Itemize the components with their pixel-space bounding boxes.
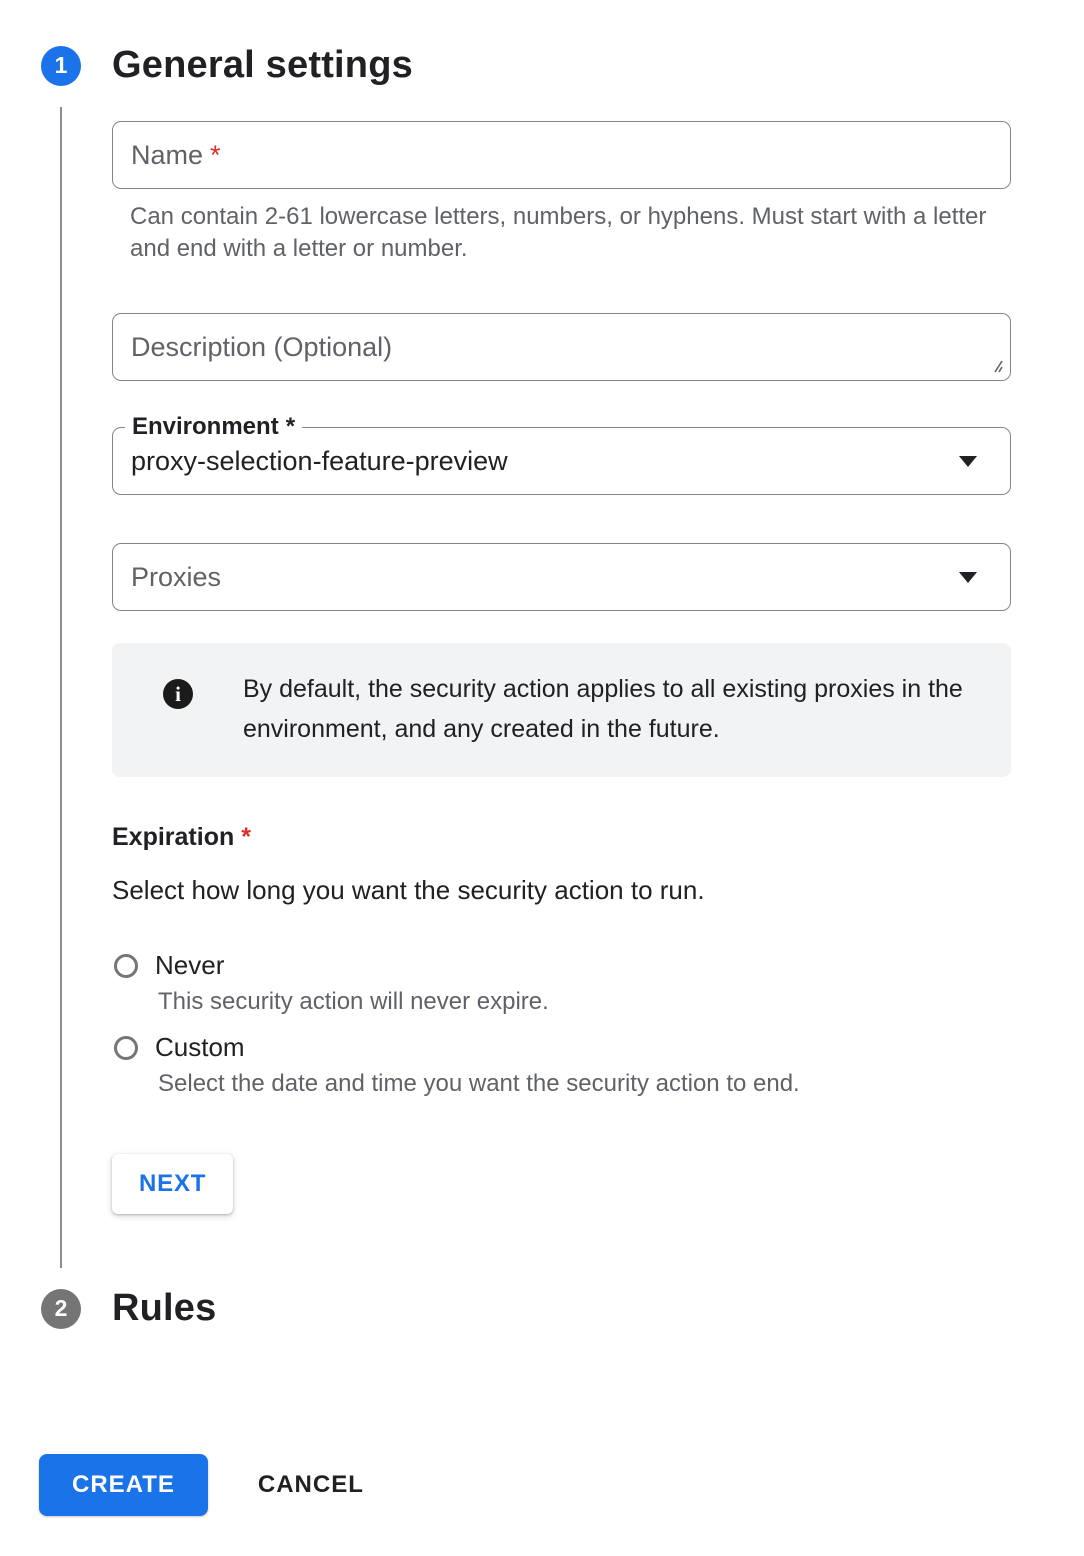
expiration-option-custom [112,1032,1011,1098]
environment-label-text: Environment [132,413,279,440]
description-placeholder: Description (Optional) [131,331,393,362]
proxies-info-banner [112,643,1011,777]
radio-custom-label: Custom [155,1032,245,1062]
radio-never-label: Never [155,950,225,980]
resize-handle-icon[interactable] [989,359,1003,373]
info-banner-text: By default, the security action applies to all existing proxies in the environment, and any created in the future. [243,675,963,743]
step-1-header [41,44,1061,87]
step-2-header [41,1287,1061,1330]
expiration-required-asterisk: * [241,823,251,851]
create-button[interactable]: CREATE [39,1454,208,1516]
form-actions [39,1454,1061,1516]
step-2-number: 2 [54,1295,68,1321]
name-placeholder: Name [131,139,204,170]
info-icon [163,679,193,709]
expiration-option-never [112,950,1011,1016]
step-1-title: General settings [112,44,413,86]
step-1-number: 1 [54,52,68,78]
cancel-button[interactable]: CANCEL [257,1471,364,1498]
dropdown-arrow-icon [959,456,977,467]
dropdown-arrow-icon [959,572,977,583]
radio-button-icon[interactable] [114,954,138,978]
expiration-description: Select how long you want the security action to run. [112,875,705,905]
environment-label [125,413,302,441]
name-helper-text: Can contain 2-61 lowercase letters, numbers, or hyphens. Must start with a letter and end with a letter or number. [130,203,987,262]
step-2-indicator [41,1289,81,1329]
expiration-label [112,823,1011,852]
description-input[interactable] [112,313,1011,381]
expiration-radio-group [112,950,1011,1098]
radio-button-icon[interactable] [114,1036,138,1060]
proxies-select[interactable] [112,543,1011,611]
step-1-content [60,107,1011,1268]
environment-selected-value: proxy-selection-feature-preview [131,445,508,476]
step-1-indicator [41,46,81,86]
name-input[interactable] [112,121,1011,189]
radio-never[interactable] [112,950,1011,981]
radio-custom[interactable] [112,1032,1011,1063]
info-icon-glyph: i [175,681,181,706]
environment-required-asterisk: * [285,413,296,440]
expiration-label-text: Expiration [112,823,235,851]
environment-select[interactable] [112,413,1011,495]
next-button[interactable]: NEXT [112,1154,233,1214]
radio-custom-description: Select the date and time you want the security action to end. [158,1070,800,1097]
proxies-placeholder: Proxies [131,561,222,592]
radio-never-description: This security action will never expire. [158,988,549,1015]
name-required-asterisk: * [210,139,221,170]
step-2-title: Rules [112,1287,217,1329]
